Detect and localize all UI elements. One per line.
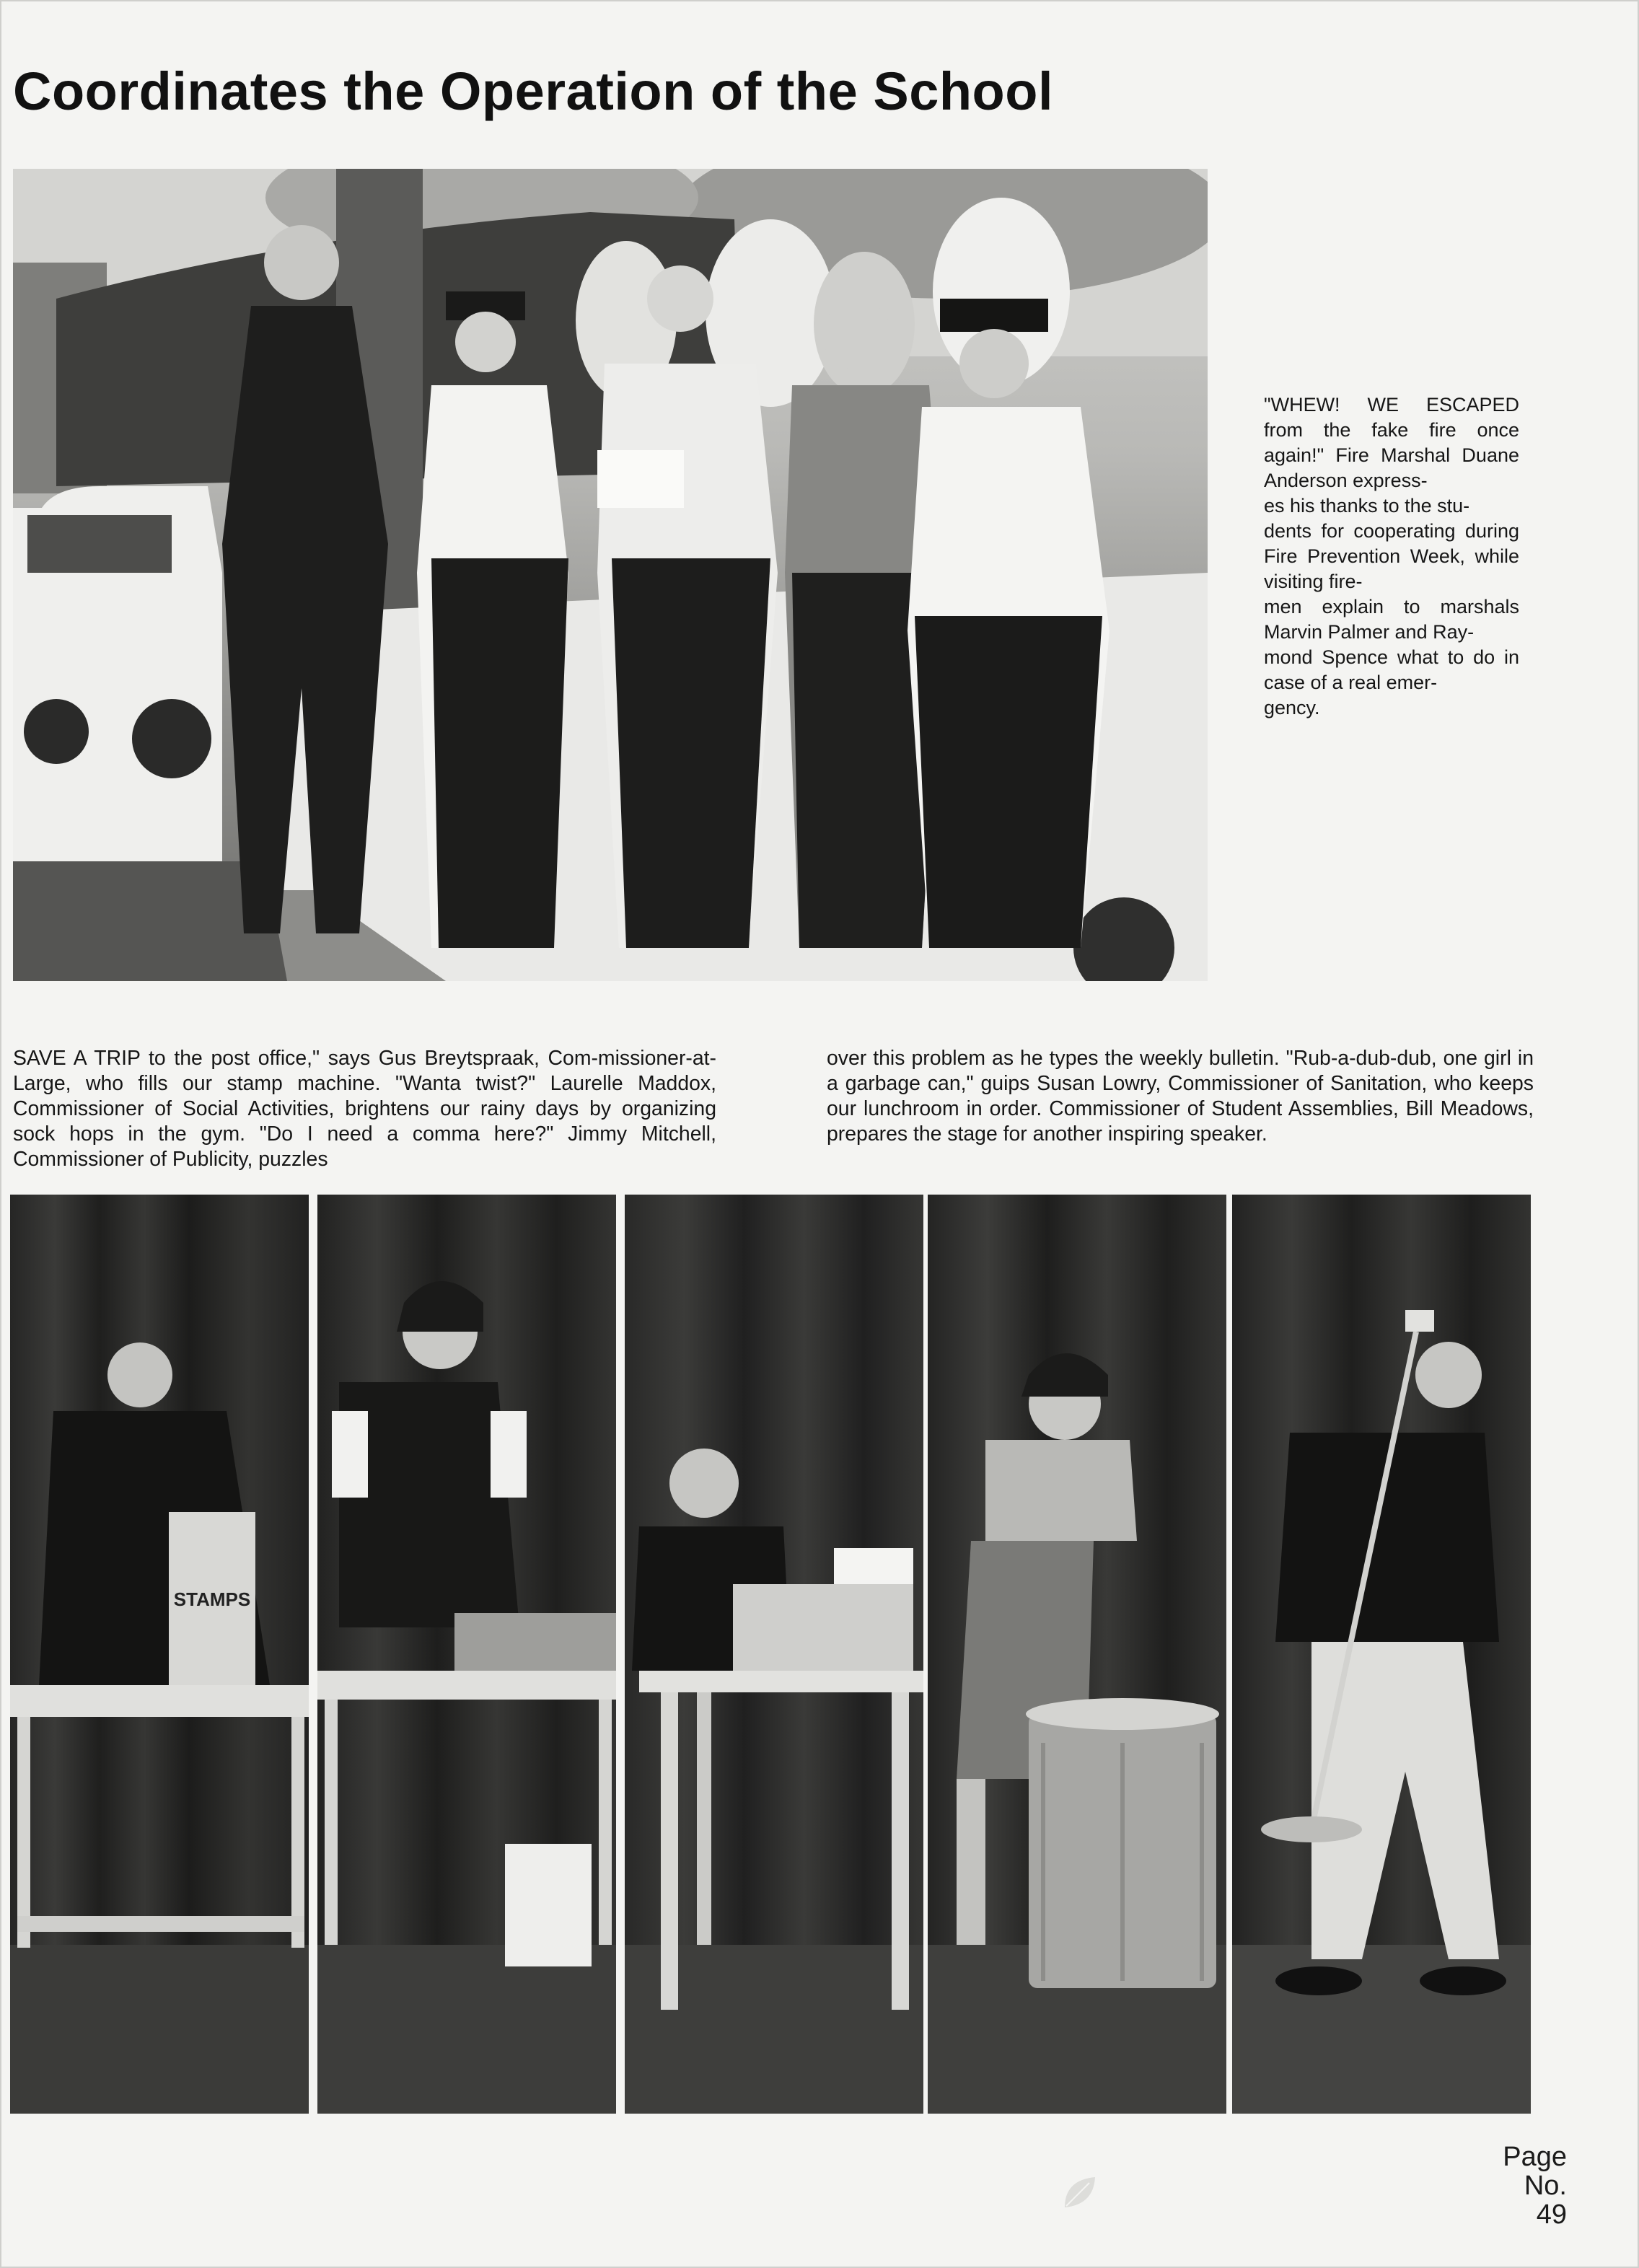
leaf-watermark-icon	[1060, 2173, 1099, 2212]
photo-microphone-stand-illustration	[1232, 1195, 1531, 2114]
photo-typewriter-illustration	[625, 1195, 923, 2114]
photo-stamp-machine	[10, 1195, 309, 2114]
body-text-right: over this problem as he types the weekly bulletin. "Rub-a-dub-dub, one girl in a garbage can," guips Susan Lowry, Commissioner of Sanitation, who keeps our lunchroom in order. Commissioner of Student Assemblies, Bill Meadows, prepares the stage for another inspiring speaker.	[827, 1047, 1534, 1146]
page-number-value: 49	[1536, 2199, 1567, 2230]
photo-record-player-illustration	[317, 1195, 616, 2114]
photo-stamp-machine-illustration	[10, 1195, 309, 2114]
photo-record-player	[317, 1195, 616, 2114]
top-photo-caption: "WHEW! WE ESCAPED from the fake fire once again!" Fire Marshal Duane Anderson express- es his thanks to the stu- dents for cooperating during Fire Prevention Week, while visiting fire- men explain to marshals Marvin Palmer and Ray- mond Spence what to do in case of a real emer- gency.	[1264, 394, 1519, 718]
photo-typewriter	[625, 1195, 923, 2114]
photo-garbage-can	[928, 1195, 1226, 2114]
page-number-label-no: No.	[1524, 2171, 1567, 2201]
top-photo-fire-marshals	[13, 169, 1208, 981]
page-number	[1503, 2142, 1567, 2229]
body-text-left: SAVE A TRIP to the post office," says Gus Breytspraak, Com-missioner-at-Large, who fills our stamp machine. "Wanta twist?" Laurelle Maddox, Commissioner of Social Activities, brightens our rainy days by organizing sock hops in the gym. "Do I need a comma here?" Jimmy Mitchell, Commissioner of Publicity, puzzles	[13, 1047, 716, 1172]
stamps-sign-text: STAMPS	[173, 1588, 251, 1610]
page-title: Coordinates the Operation of the School	[13, 61, 1054, 121]
top-photo-illustration	[13, 169, 1208, 981]
photo-microphone-stand	[1232, 1195, 1531, 2114]
page-number-label-page: Page	[1503, 2142, 1567, 2172]
photo-garbage-can-illustration	[928, 1195, 1226, 2114]
